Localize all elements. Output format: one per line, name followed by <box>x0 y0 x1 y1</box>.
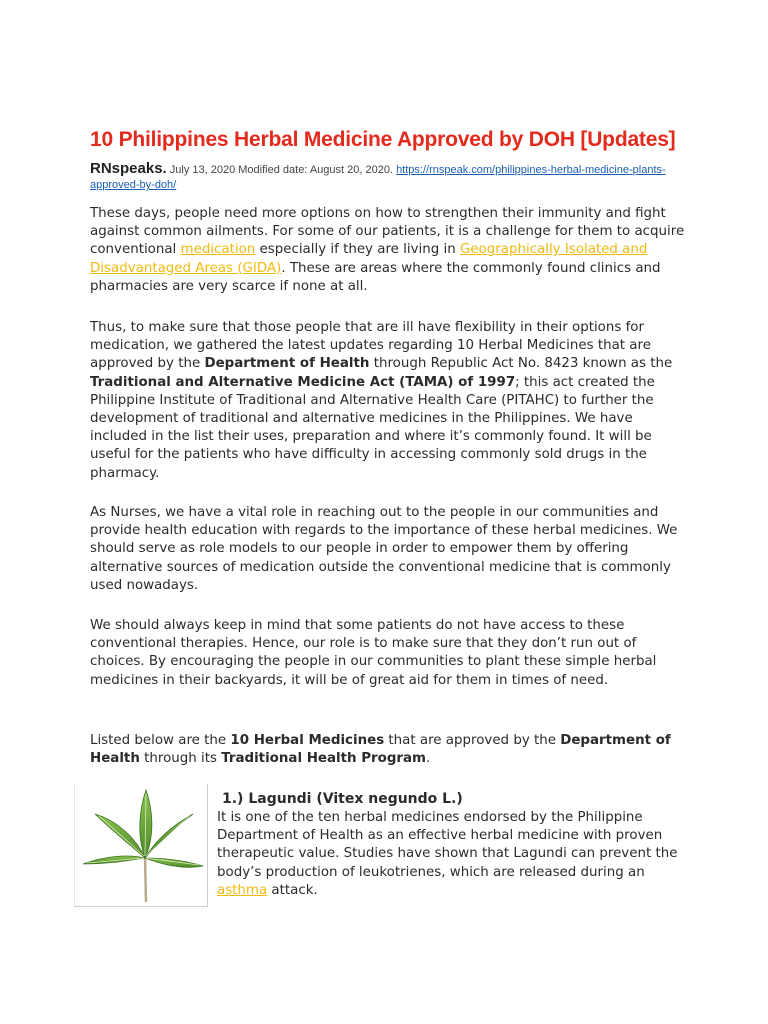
bold-text: Department of Health <box>90 733 671 767</box>
bold-text: Department of Health <box>204 356 370 372</box>
text: through its <box>139 751 222 767</box>
access-paragraph: We should always keep in mind that some patients do not have access to these conventional therapies. Hence, our role is to make sure that they don’t run out of choices. By encouraging the people in our communities to plant these simple herbal medicines in their backyards, it will be of great aid for them in times of need. <box>90 618 657 688</box>
text: . <box>426 751 431 767</box>
source-url-link[interactable]: https://rnspeak.com/philippines-herbal-medicine-plants-approved-by-doh/ <box>90 164 666 191</box>
bold-text: 10 Herbal Medicines <box>230 733 385 748</box>
lagundi-leaf-icon <box>75 784 207 906</box>
author-name: RNspeaks. <box>90 160 167 177</box>
text: ; this act created the Philippine Institute of Traditional and Alternative Health Care (PITAHC) to further the development of traditional and alternative medicines in the Philippines. We have included in the list their uses, preparation and where it’s commonly found. It will be useful for the patients who have difficulty in accessing commonly sold drugs in the pharmacy. <box>90 374 655 481</box>
article-title: 10 Philippines Herbal Medicine Approved by DOH [Updates] <box>90 128 676 151</box>
lagundi-image <box>74 784 208 907</box>
text: It is one of the ten herbal medicines endorsed by the Philippine Department of Health as an effective herbal medicine with proven therapeutic value. Studies have shown that Lagundi can prevent the body’s production of leukotrienes, which are released during an <box>217 810 678 880</box>
text: These days, people need more options on how to strengthen their immunity and fight against common ailments. For some of our patients, it is a challenge for them to acquire conventional <box>90 206 685 258</box>
byline <box>90 161 670 193</box>
article-date: July 13, 2020 Modified date: August 20, 2020. <box>166 164 397 176</box>
intro-paragraph <box>90 205 690 296</box>
tama-paragraph <box>90 319 690 483</box>
herb-description-lagundi <box>217 809 697 900</box>
herb-title-lagundi: 1.) Lagundi (Vitex negundo L.) <box>222 791 463 807</box>
text: Listed below are the <box>90 733 231 748</box>
text: . These are areas where the commonly found clinics and pharmacies are very scarce if none at all. <box>90 260 661 294</box>
text: especially if they are living in <box>255 242 460 258</box>
bold-text: Traditional Health Program <box>221 751 426 767</box>
asthma-link[interactable]: asthma <box>217 882 268 898</box>
medication-link[interactable]: medication <box>180 242 256 258</box>
bold-text: Traditional and Alternative Medicine Act (TAMA) of 1997 <box>90 374 516 390</box>
text: through Republic Act No. 8423 known as the <box>369 356 673 372</box>
text: Thus, to make sure that those people that are ill have flexibility in their options for medication, we gathered the latest updates regarding 10 Herbal Medicines that are approved by the <box>90 320 651 372</box>
list-intro-paragraph <box>90 732 690 768</box>
nurses-paragraph: As Nurses, we have a vital role in reaching out to the people in our communities and provide health education with regards to the importance of these herbal medicines. We should serve as role models to our people in order to empower them by offering alternative sources of medication outside the conventional medicine that is commonly used nowadays. <box>90 505 678 593</box>
gida-link[interactable]: Geographically Isolated and Disadvantaged Areas (GIDA) <box>90 242 648 276</box>
text: that are approved by the <box>384 733 561 748</box>
text: attack. <box>267 882 318 898</box>
